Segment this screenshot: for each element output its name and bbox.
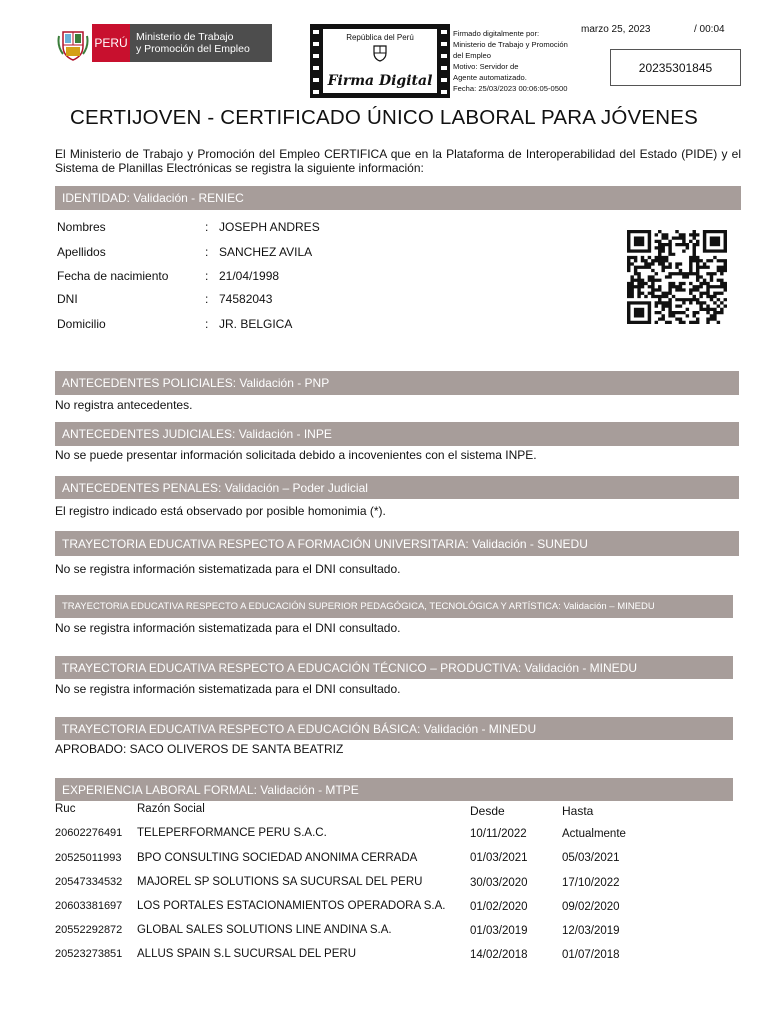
table-cell-from: 01/03/2021	[470, 852, 528, 864]
section-text-penal: El registro indicado está observado por posible homonimia (*).	[55, 504, 386, 518]
table-cell-name: MAJOREL SP SOLUTIONS SA SUCURSAL DEL PERU	[137, 876, 423, 888]
peru-label: PERÚ	[92, 24, 130, 62]
colon-separator: :	[205, 220, 209, 234]
signature-line: Agente automatizado.	[453, 73, 527, 82]
section-header-judicial: ANTECEDENTES JUDICIALES: Validación - INPE	[55, 422, 739, 446]
ministry-name	[130, 24, 272, 62]
table-cell-ruc: 20547334532	[55, 876, 123, 888]
identity-label: Apellidos	[57, 245, 106, 259]
identity-label: DNI	[57, 292, 78, 306]
section-text-university: No se registra información sistematizada para el DNI consultado.	[55, 562, 401, 576]
section-header-superior: TRAYECTORIA EDUCATIVA RESPECTO A EDUCACIÓN SUPERIOR PEDAGÓGICA, TECNOLÓGICA Y ARTÍSTICA: Validación – MINEDU	[55, 595, 733, 618]
table-cell-from: 30/03/2020	[470, 877, 528, 889]
table-cell-from: 10/11/2022	[470, 828, 527, 840]
identity-value: SANCHEZ AVILA	[219, 245, 313, 259]
seal-emblem-icon	[370, 44, 390, 62]
table-cell-to: 01/07/2018	[562, 949, 620, 961]
seal-republic-text: República del Perú	[346, 33, 414, 42]
table-cell-name: TELEPERFORMANCE PERU S.A.C.	[137, 827, 327, 839]
certificate-code: 20235301845	[610, 49, 741, 86]
table-cell-name: BPO CONSULTING SOCIEDAD ANONIMA CERRADA	[137, 852, 418, 864]
column-header-to: Hasta	[562, 804, 594, 818]
table-cell-ruc: 20525011993	[55, 852, 122, 864]
identity-value: 21/04/1998	[219, 269, 280, 283]
section-header-experience: EXPERIENCIA LABORAL FORMAL: Validación - MTPE	[55, 778, 733, 801]
table-cell-to: 17/10/2022	[562, 877, 620, 889]
table-cell-from: 01/03/2019	[470, 925, 528, 937]
colon-separator: :	[205, 292, 209, 306]
colon-separator: :	[205, 317, 209, 331]
issue-time: / 00:04	[694, 24, 725, 35]
table-cell-ruc: 20523273851	[55, 948, 123, 960]
signature-line: Ministerio de Trabajo y Promoción	[453, 40, 568, 49]
colon-separator: :	[205, 245, 209, 259]
ministry-logo	[54, 24, 272, 64]
ministry-name-line: y Promoción del Empleo	[136, 43, 250, 55]
coat-of-arms-icon	[54, 24, 92, 64]
table-cell-name: GLOBAL SALES SOLUTIONS LINE ANDINA S.A.	[137, 924, 392, 936]
identity-value: JOSEPH ANDRES	[219, 220, 320, 234]
table-cell-from: 14/02/2018	[470, 949, 528, 961]
table-cell-to: Actualmente	[562, 828, 626, 840]
column-header-name: Razón Social	[137, 803, 205, 815]
table-cell-to: 05/03/2021	[562, 852, 620, 864]
page-title: CERTIJOVEN - CERTIFICADO ÚNICO LABORAL PARA JÓVENES	[70, 106, 698, 129]
table-cell-to: 12/03/2019	[562, 925, 620, 937]
identity-label: Fecha de nacimiento	[57, 269, 169, 283]
table-cell-name: ALLUS SPAIN S.L SUCURSAL DEL PERU	[137, 948, 356, 960]
section-header-identity: IDENTIDAD: Validación - RENIEC	[55, 186, 741, 210]
table-cell-name: LOS PORTALES ESTACIONAMIENTOS OPERADORA S.A.	[137, 900, 446, 912]
table-cell-ruc: 20602276491	[55, 827, 123, 839]
identity-label: Nombres	[57, 220, 106, 234]
section-header-basic: TRAYECTORIA EDUCATIVA RESPECTO A EDUCACIÓN BÁSICA: Validación - MINEDU	[55, 717, 733, 740]
table-cell-ruc: 20603381697	[55, 900, 123, 912]
table-cell-from: 01/02/2020	[470, 901, 528, 913]
digital-signature-seal	[310, 24, 450, 98]
column-header-from: Desde	[470, 804, 505, 818]
section-text-police: No registra antecedentes.	[55, 398, 193, 412]
qr-code-icon	[627, 230, 727, 324]
section-text-technical: No se registra información sistematizada para el DNI consultado.	[55, 682, 401, 696]
identity-value: JR. BELGICA	[219, 317, 293, 331]
signature-line: Fecha: 25/03/2023 00:06:05-0500	[453, 84, 568, 93]
identity-value: 74582043	[219, 292, 273, 306]
section-text-superior: No se registra información sistematizada para el DNI consultado.	[55, 621, 401, 635]
signature-line: Firmado digitalmente por:	[453, 29, 540, 38]
ministry-name-line: Ministerio de Trabajo	[136, 31, 234, 43]
table-cell-to: 09/02/2020	[562, 901, 620, 913]
section-header-university: TRAYECTORIA EDUCATIVA RESPECTO A FORMACIÓN UNIVERSITARIA: Validación - SUNEDU	[55, 531, 739, 556]
intro-paragraph: El Ministerio de Trabajo y Promoción del Empleo CERTIFICA que en la Plataforma de Interoperabilidad del Estado (PIDE) y el Sistema de Planillas Electrónicas se registra la siguiente información:	[55, 147, 741, 175]
identity-label: Domicilio	[57, 317, 106, 331]
section-header-penal: ANTECEDENTES PENALES: Validación – Poder Judicial	[55, 476, 739, 499]
section-text-basic: APROBADO: SACO OLIVEROS DE SANTA BEATRIZ	[55, 742, 344, 756]
signature-line: del Empleo	[453, 51, 491, 60]
signature-details	[453, 28, 603, 94]
column-header-ruc: Ruc	[55, 803, 76, 815]
section-text-judicial: No se puede presentar información solicitada debido a incovenientes con el sistema INPE.	[55, 448, 537, 462]
seal-title: Firma Digital	[327, 73, 433, 89]
section-header-police: ANTECEDENTES POLICIALES: Validación - PNP	[55, 371, 739, 395]
issue-date: marzo 25, 2023	[581, 24, 651, 35]
table-cell-ruc: 20552292872	[55, 924, 123, 936]
section-header-technical: TRAYECTORIA EDUCATIVA RESPECTO A EDUCACIÓN TÉCNICO – PRODUCTIVA: Validación - MINEDU	[55, 656, 733, 679]
signature-line: Motivo: Servidor de	[453, 62, 519, 71]
colon-separator: :	[205, 269, 209, 283]
